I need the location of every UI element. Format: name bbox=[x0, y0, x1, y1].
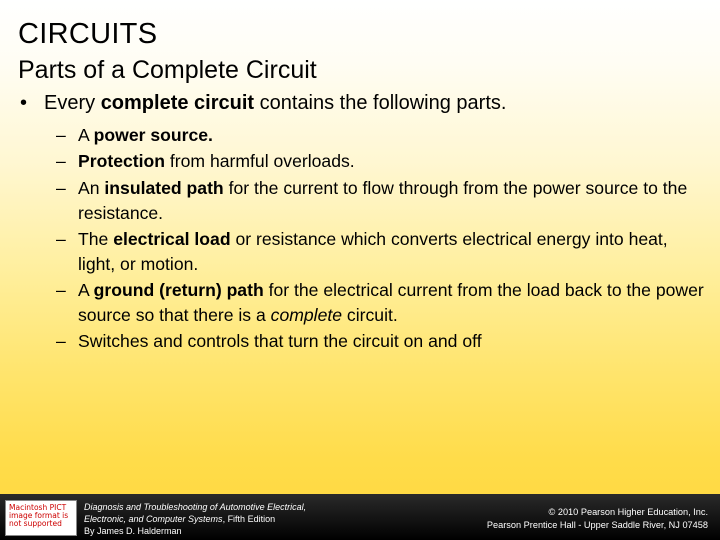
dash-marker: – bbox=[56, 151, 66, 172]
sub-bullet-pre: A bbox=[78, 280, 94, 301]
sub-bullet-bold: power source. bbox=[93, 125, 213, 145]
sub-bullet-bold: electrical load bbox=[113, 228, 231, 249]
sub-bullet-ground-path bbox=[56, 278, 706, 328]
dash-marker: – bbox=[56, 177, 66, 198]
unsupported-image-placeholder: Macintosh PICT image format is not supported bbox=[5, 500, 77, 536]
sub-bullet-insulated-path bbox=[56, 176, 706, 226]
bullet-symbol: • bbox=[20, 92, 28, 114]
sub-bullet-protection bbox=[56, 149, 706, 174]
main-bullet bbox=[20, 90, 700, 116]
sub-bullet-bold: ground (return) path bbox=[93, 280, 264, 301]
dash-marker: – bbox=[56, 280, 66, 301]
sub-bullet-switches bbox=[56, 329, 706, 354]
slide-title: CIRCUITS bbox=[18, 18, 158, 50]
dash-marker: – bbox=[56, 331, 66, 352]
sub-bullet-italic: complete bbox=[270, 304, 343, 325]
copyright-notice bbox=[487, 506, 708, 532]
sub-bullet-post: from harmful overloads. bbox=[165, 151, 355, 172]
slide-subtitle: Parts of a Complete Circuit bbox=[18, 56, 317, 84]
book-author: By James D. Halderman bbox=[84, 526, 182, 536]
main-bullet-bold: complete circuit bbox=[100, 92, 255, 114]
book-edition: , Fifth Edition bbox=[222, 514, 276, 524]
main-bullet-text-after: contains the following parts. bbox=[254, 92, 507, 114]
sub-bullet-bold: Protection bbox=[78, 151, 165, 172]
dash-marker: – bbox=[56, 228, 66, 249]
book-title-line2: Electronic, and Computer Systems bbox=[84, 514, 223, 524]
sub-bullet-post: for the current to flow through from the power source to the resistance. bbox=[78, 177, 688, 223]
copyright-line: © 2010 Pearson Higher Education, Inc. bbox=[548, 507, 708, 517]
sub-bullet-post: or resistance which converts electrical energy into heat, light, or motion. bbox=[78, 228, 668, 274]
book-citation bbox=[84, 501, 354, 537]
sub-bullet-pre: An bbox=[78, 177, 105, 198]
sub-bullet-pre: A bbox=[78, 125, 94, 145]
sub-bullet-list bbox=[56, 123, 706, 356]
sub-bullet-electrical-load bbox=[56, 227, 706, 277]
book-title-line1: Diagnosis and Troubleshooting of Automotive Electrical, bbox=[84, 502, 307, 512]
sub-bullet-pre: Switches and controls that turn the circuit on and off bbox=[78, 331, 482, 352]
sub-bullet-post2: circuit. bbox=[342, 304, 398, 325]
sub-bullet-post: for the electrical current from the load back to the power source so that there is a bbox=[78, 280, 704, 325]
sub-bullet-bold: insulated path bbox=[104, 177, 224, 198]
main-bullet-text-before: Every bbox=[44, 92, 101, 114]
publisher-line: Pearson Prentice Hall - Upper Saddle River, NJ 07458 bbox=[486, 520, 708, 530]
sub-bullet-power-source bbox=[56, 123, 706, 148]
sub-bullet-pre: The bbox=[78, 228, 114, 249]
dash-marker: – bbox=[56, 125, 66, 145]
slide-footer bbox=[0, 494, 720, 540]
